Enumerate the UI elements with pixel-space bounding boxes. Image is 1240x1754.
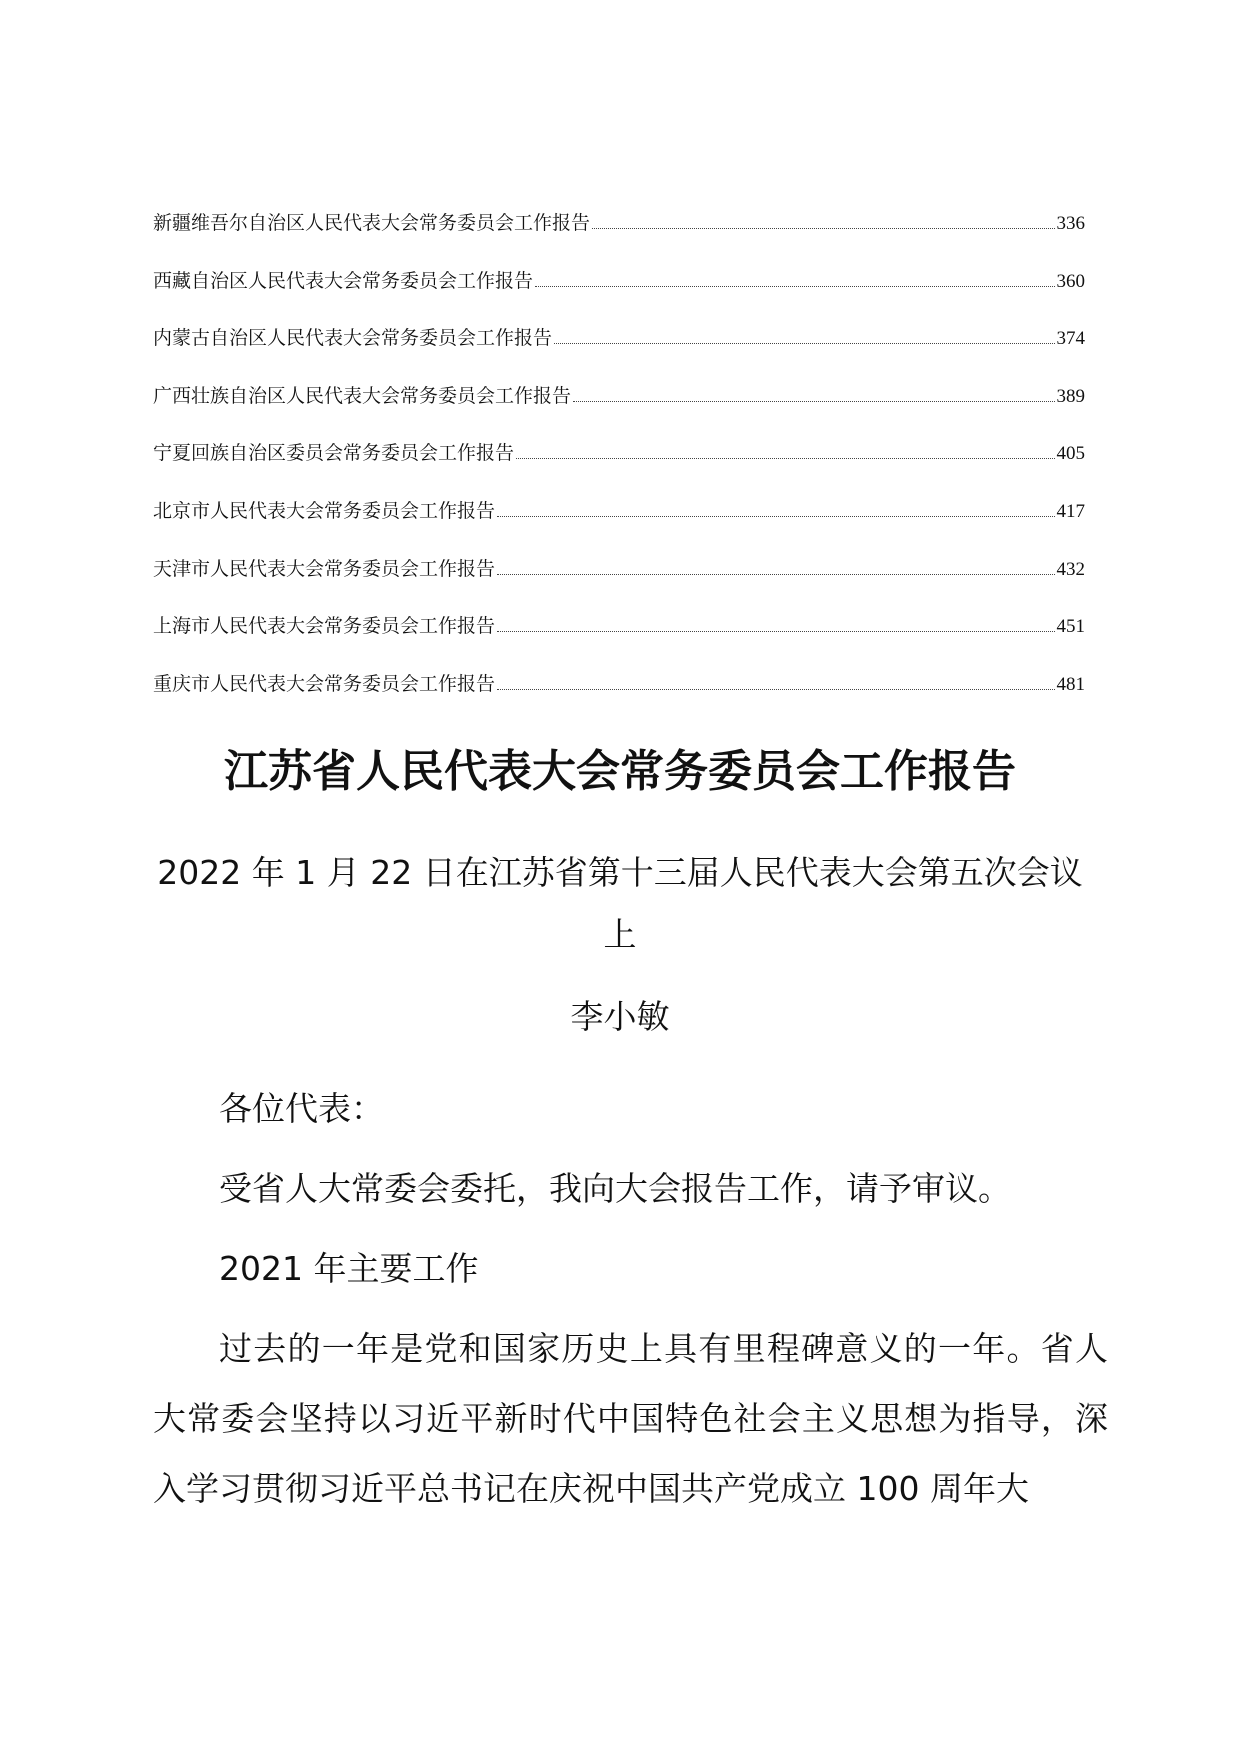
toc-entry-page-number: 417 <box>1056 500 1085 522</box>
toc-entry-title: 内蒙古自治区人民代表大会常务委员会工作报告 <box>153 327 553 350</box>
toc-entry-title: 新疆维吾尔自治区人民代表大会常务委员会工作报告 <box>153 212 591 234</box>
toc-entry-page-number: 374 <box>1056 328 1085 350</box>
report-body <box>153 1074 1108 1534</box>
toc-entry[interactable] <box>153 558 1085 616</box>
toc-entry[interactable] <box>153 500 1085 558</box>
toc-dot-leader <box>497 631 1054 632</box>
toc-entry-page-number: 389 <box>1056 385 1085 407</box>
toc-dot-leader <box>573 401 1054 402</box>
toc-dot-leader <box>497 689 1054 690</box>
toc-entry-page-number: 432 <box>1056 558 1085 580</box>
toc-entry[interactable] <box>153 442 1085 500</box>
report-subtitle: 2022 年 1 月 22 日在江苏省第十三届人民代表大会第五次会议上 <box>157 853 1083 954</box>
toc-dot-leader <box>592 228 1054 229</box>
toc-entry[interactable] <box>153 385 1085 443</box>
toc-entry-page-number: 481 <box>1056 673 1085 695</box>
section-heading: 2021 年主要工作 <box>219 1249 479 1288</box>
toc-entry[interactable] <box>153 673 1085 731</box>
table-of-contents <box>153 212 1085 730</box>
toc-entry-page-number: 336 <box>1056 213 1085 234</box>
toc-entry[interactable] <box>153 212 1085 270</box>
report-author: 李小敏 <box>570 997 670 1036</box>
report-title: 江苏省人民代表大会常务委员会工作报告 <box>224 746 1016 797</box>
toc-dot-leader <box>535 286 1054 287</box>
toc-entry-page-number: 451 <box>1056 616 1085 638</box>
toc-dot-leader <box>554 343 1054 344</box>
toc-dot-leader <box>497 574 1054 575</box>
salutation-paragraph: 各位代表： <box>219 1089 384 1128</box>
toc-entry-title: 西藏自治区人民代表大会常务委员会工作报告 <box>153 269 534 292</box>
body-paragraph: 过去的一年是党和国家历史上具有里程碑意义的一年。省人大常委会坚持以习近平新时代中国特色社会主义思想为指导，深入学习贯彻习近平总书记在庆祝中国共产党成立 100 周年大 <box>153 1329 1108 1508</box>
toc-entry-page-number: 405 <box>1056 443 1085 465</box>
intro-paragraph: 受省人大常委会委托，我向大会报告工作，请予审议。 <box>219 1169 1011 1208</box>
toc-entry[interactable] <box>153 615 1085 673</box>
toc-entry-title: 重庆市人民代表大会常务委员会工作报告 <box>153 672 496 695</box>
toc-entry-title: 天津市人民代表大会常务委员会工作报告 <box>153 557 496 580</box>
toc-entry[interactable] <box>153 327 1085 385</box>
toc-entry-title: 宁夏回族自治区委员会常务委员会工作报告 <box>153 442 515 465</box>
toc-entry-title: 广西壮族自治区人民代表大会常务委员会工作报告 <box>153 384 572 407</box>
toc-dot-leader <box>516 458 1054 459</box>
toc-entry-title: 上海市人民代表大会常务委员会工作报告 <box>153 615 496 638</box>
toc-entry-page-number: 360 <box>1056 270 1085 292</box>
toc-entry[interactable] <box>153 270 1085 328</box>
toc-dot-leader <box>497 516 1054 517</box>
toc-entry-title: 北京市人民代表大会常务委员会工作报告 <box>153 499 496 522</box>
